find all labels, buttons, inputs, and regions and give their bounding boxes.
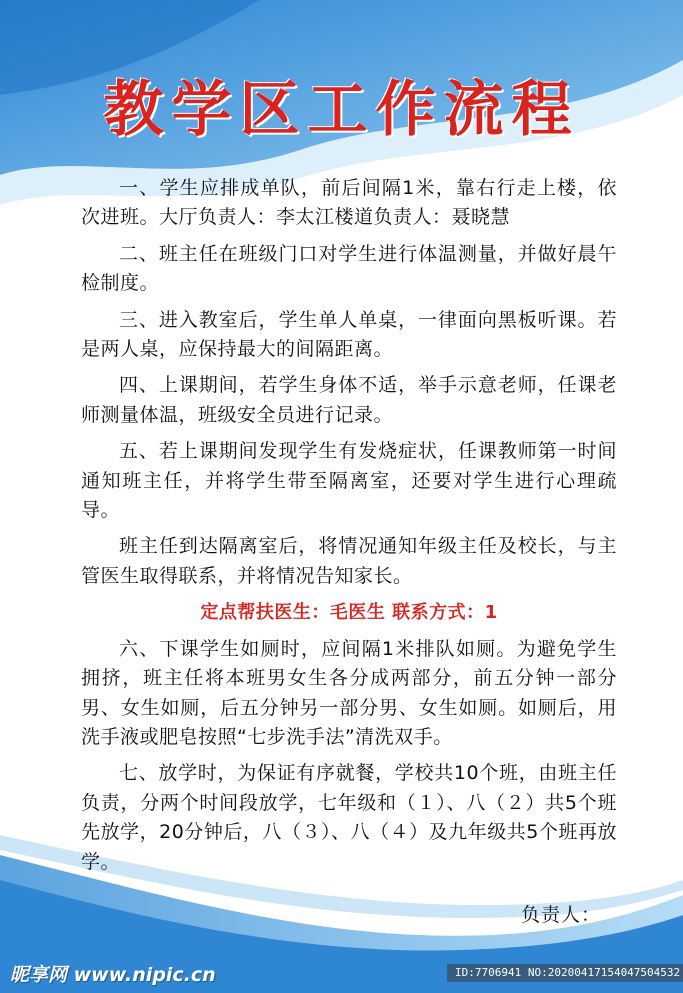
rule-paragraph-1: 一、学生应排成单队，前后间隔1米，靠右行走上楼，依次进班。大厅负责人：李太江楼道负责人：聂晓慧 <box>81 177 617 229</box>
rule-paragraph-4: 四、上课期间，若学生身体不适，举手示意老师，任课老师测量体温，班级安全员进行记录。 <box>81 374 617 426</box>
rule-paragraph-3: 三、进入教室后，学生单人单桌，一律面向黑板听课。若是两人桌，应保持最大的间隔距离。 <box>81 308 617 361</box>
watermark-id: ID:7706941 NO:20200417154047504532 <box>447 964 683 982</box>
document-body <box>81 174 617 884</box>
rule-paragraph-2: 二、班主任在班级门口对学生进行体温测量，并做好晨午检制度。 <box>81 242 617 295</box>
rule-paragraph-5-followup: 班主任到达隔离室后，将情况通知年级主任及校长，与主管医生取得联系，并将情况告知家长。 <box>81 535 617 587</box>
signature-label: 负责人： <box>520 904 601 926</box>
page-title: 教学区工作流程 <box>103 75 580 145</box>
rule-paragraph-6: 六、下课学生如厕时，应间隔1米排队如厕。为避免学生拥挤，班主任将本班男女生各分成两部分，前五分钟一部分男、女生如厕，后五分钟另一部分男、女生如厕。如厕后，用洗手液或肥皂按照“七步洗手法”清洗双手。 <box>81 637 617 748</box>
doctor-contact-line: 定点帮扶医生：毛医生 联系方式：1 <box>200 602 498 624</box>
rule-paragraph-7: 七、放学时，为保证有序就餐，学校共10个班，由班主任负责，分两个时间段放学，七年级和（１）、八（２）共5个班先放学，20分钟后，八（３）、八（４）及九年级共5个班再放学。 <box>81 762 617 873</box>
watermark-logo: 昵享网 www.nipic.cn <box>10 964 216 986</box>
rule-paragraph-5: 五、若上课期间发现学生有发烧症状，任课教师第一时间通知班主任，并将学生带至隔离室，还要对学生进行心理疏导。 <box>81 440 617 522</box>
